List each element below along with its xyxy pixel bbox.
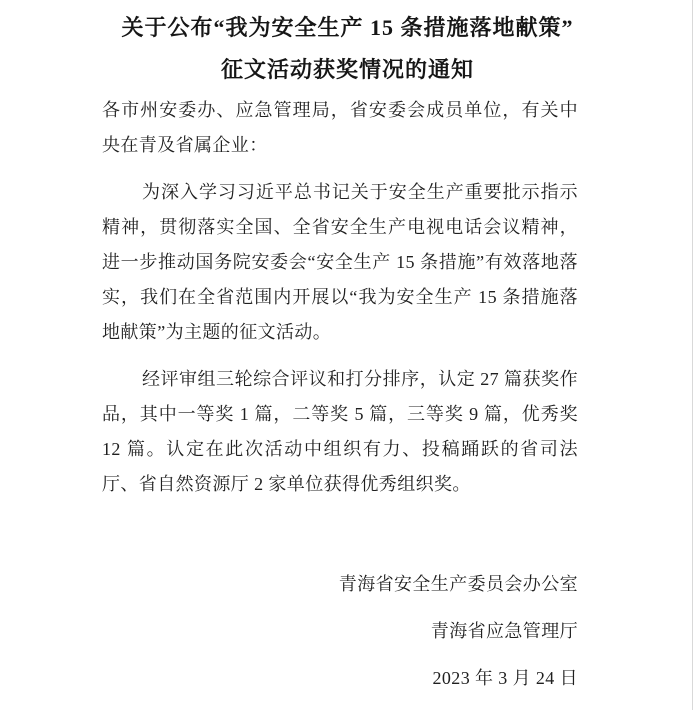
page-edge-line	[692, 0, 693, 710]
signature-date: 2023 年 3 月 24 日	[432, 668, 578, 688]
signature-block	[102, 561, 578, 702]
title-line-1: 关于公布“我为安全生产 15 条措施落地献策”	[121, 15, 574, 40]
document-title	[0, 0, 695, 91]
paragraph-award-results: 经评审组三轮综合评议和打分排序，认定 27 篇获奖作品，其中一等奖 1 篇，二等奖 5 篇，三等奖 9 篇，优秀奖 12 篇。认定在此次活动中组织有力、投稿踊跃的省司法厅、省自然资源厅 2 家单位获得优秀组织奖。	[102, 369, 578, 494]
document-body	[102, 93, 578, 702]
signature-org-safety-committee: 青海省安全生产委员会办公室	[338, 574, 578, 594]
paragraph-background: 为深入学习习近平总书记关于安全生产重要批示指示精神，贯彻落实全国、全省安全生产电视电话会议精神，进一步推动国务院安委会“安全生产 15 条措施”有效落地落实，我们在全省范围内开展以“我为安全生产 15 条措施落地献策”为主题的征文活动。	[102, 182, 578, 342]
signature-org-emergency-dept: 青海省应急管理厅	[430, 621, 578, 641]
title-line-2: 征文活动获奖情况的通知	[220, 57, 474, 82]
salutation: 各市州安委办、应急管理局，省安委会成员单位，有关中央在青及省属企业：	[102, 100, 578, 155]
